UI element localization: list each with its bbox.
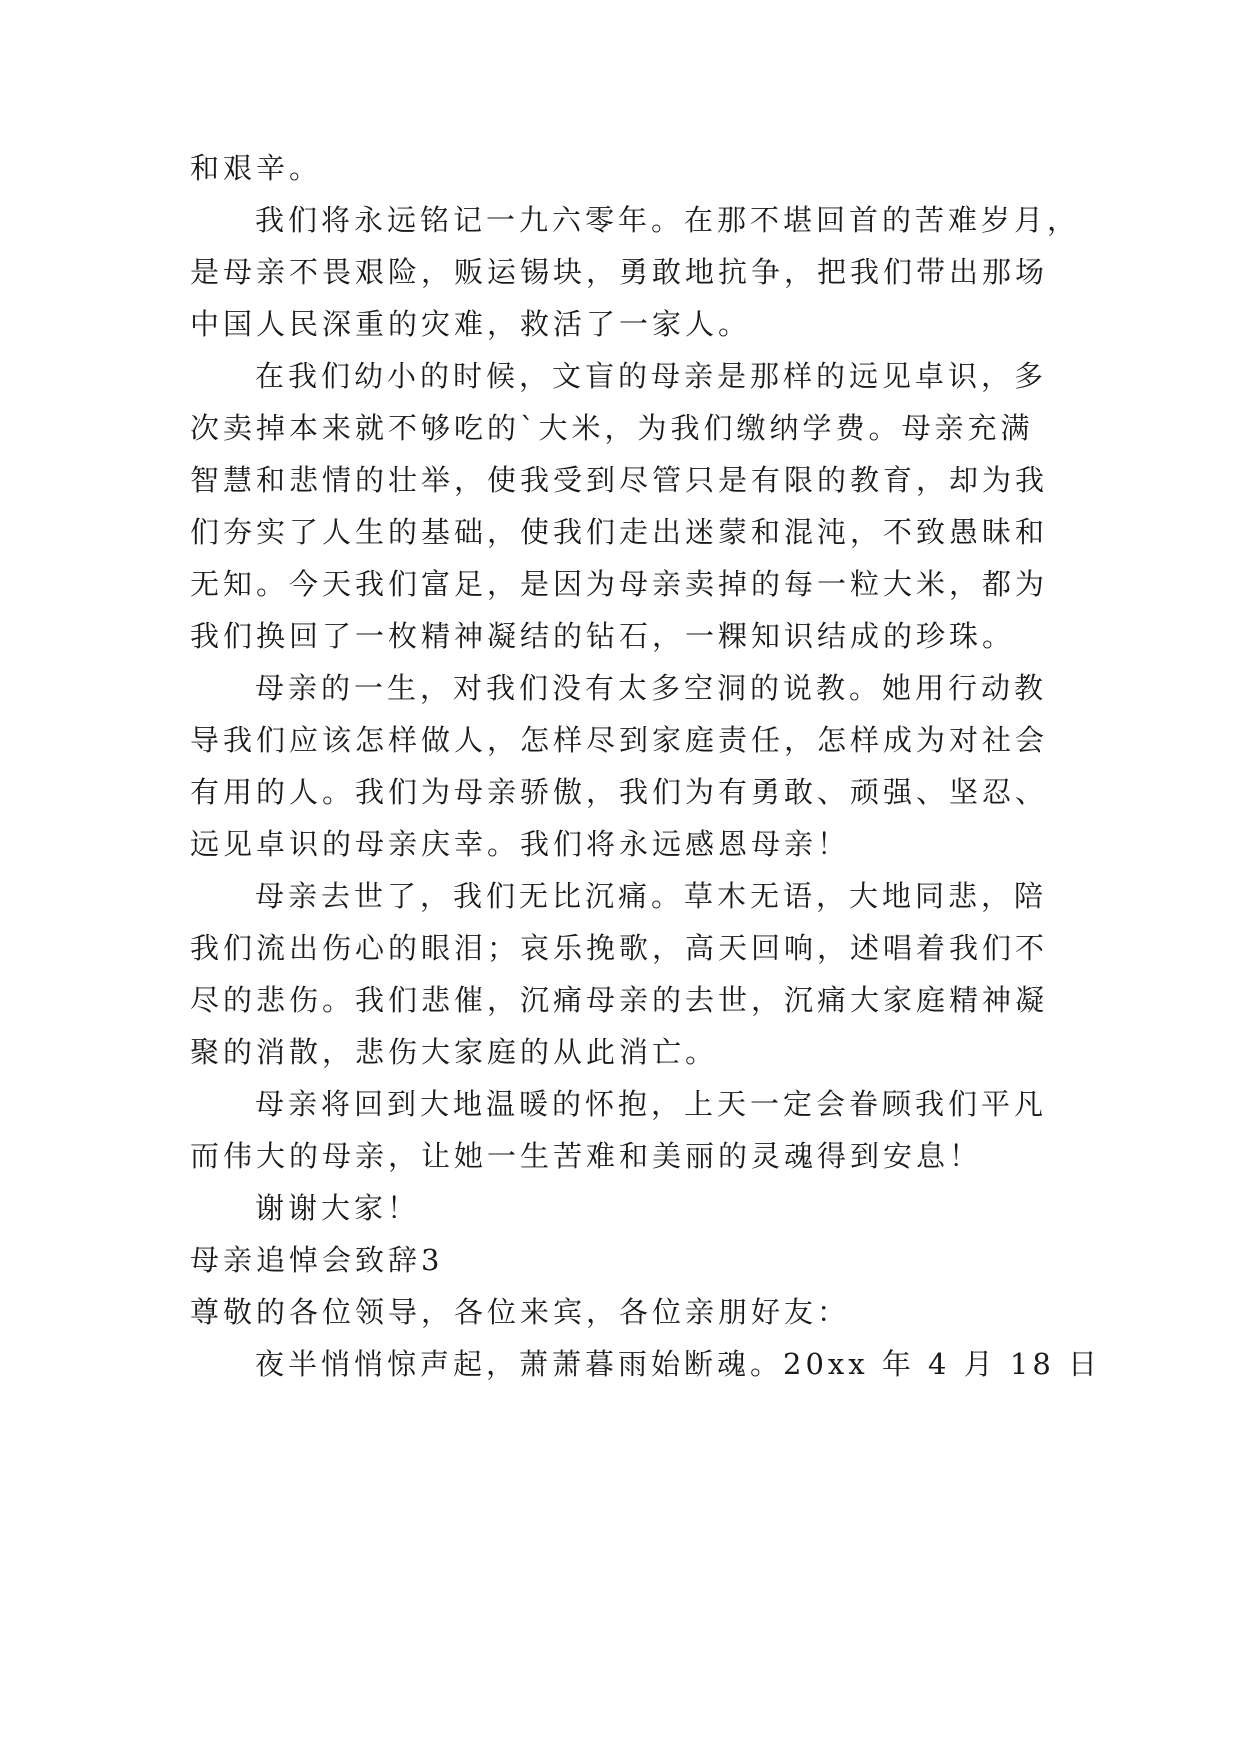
text-line: 我们换回了一枚精神凝结的钻石，一粿知识结成的珍珠。 <box>190 619 1016 653</box>
text-line: 和艰辛。 <box>190 151 323 185</box>
salutation: 尊敬的各位领导，各位来宾，各位亲朋好友： <box>190 1295 851 1329</box>
text-line: 我们流出伤心的眼泪；哀乐挽歌，高天回响，述唱着我们不 <box>190 931 1049 965</box>
paragraph-first-line: 夜半悄悄惊声起，萧萧暮雨始断魂。20xx 年 4 月 18 日 <box>255 1347 1102 1381</box>
text-line: 导我们应该怎样做人，怎样尽到家庭责任，怎样成为对社会 <box>190 723 1049 757</box>
paragraph-first-line: 我们将永远铭记一九六零年。在那不堪回首的苦难岁月， <box>255 203 1081 237</box>
text-line: 是母亲不畏艰险，贩运锡块，勇敢地抗争，把我们带出那场 <box>190 255 1049 289</box>
paragraph-first-line: 母亲去世了，我们无比沉痛。草木无语，大地同悲，陪 <box>255 879 1048 913</box>
section-heading: 母亲追悼会致辞3 <box>190 1243 444 1277</box>
text-line: 智慧和悲情的壮举，使我受到尽管只是有限的教育，却为我 <box>190 463 1049 497</box>
closing-thanks: 谢谢大家！ <box>255 1191 421 1225</box>
paragraph-first-line: 在我们幼小的时候，文盲的母亲是那样的远见卓识，多 <box>255 359 1048 393</box>
paragraph-first-line: 母亲将回到大地温暖的怀抱，上天一定会眷顾我们平凡 <box>255 1087 1048 1121</box>
text-line: 而伟大的母亲，让她一生苦难和美丽的灵魂得到安息！ <box>190 1139 983 1173</box>
paragraph-first-line: 母亲的一生，对我们没有太多空洞的说教。她用行动教 <box>255 671 1048 705</box>
text-line: 有用的人。我们为母亲骄傲，我们为有勇敢、顽强、坚忍、 <box>190 775 1049 809</box>
text-line: 远见卓识的母亲庆幸。我们将永远感恩母亲！ <box>190 827 851 861</box>
text-line: 尽的悲伤。我们悲催，沉痛母亲的去世，沉痛大家庭精神凝 <box>190 983 1049 1017</box>
text-line: 聚的消散，悲伤大家庭的从此消亡。 <box>190 1035 719 1069</box>
text-line: 们夯实了人生的基础，使我们走出迷蒙和混沌，不致愚昧和 <box>190 515 1049 549</box>
text-line: 次卖掉本来就不够吃的`大米，为我们缴纳学费。母亲充满 <box>190 411 1034 445</box>
text-line: 中国人民深重的灾难，救活了一家人。 <box>190 307 752 341</box>
text-line: 无知。今天我们富足，是因为母亲卖掉的每一粒大米，都为 <box>190 567 1049 601</box>
